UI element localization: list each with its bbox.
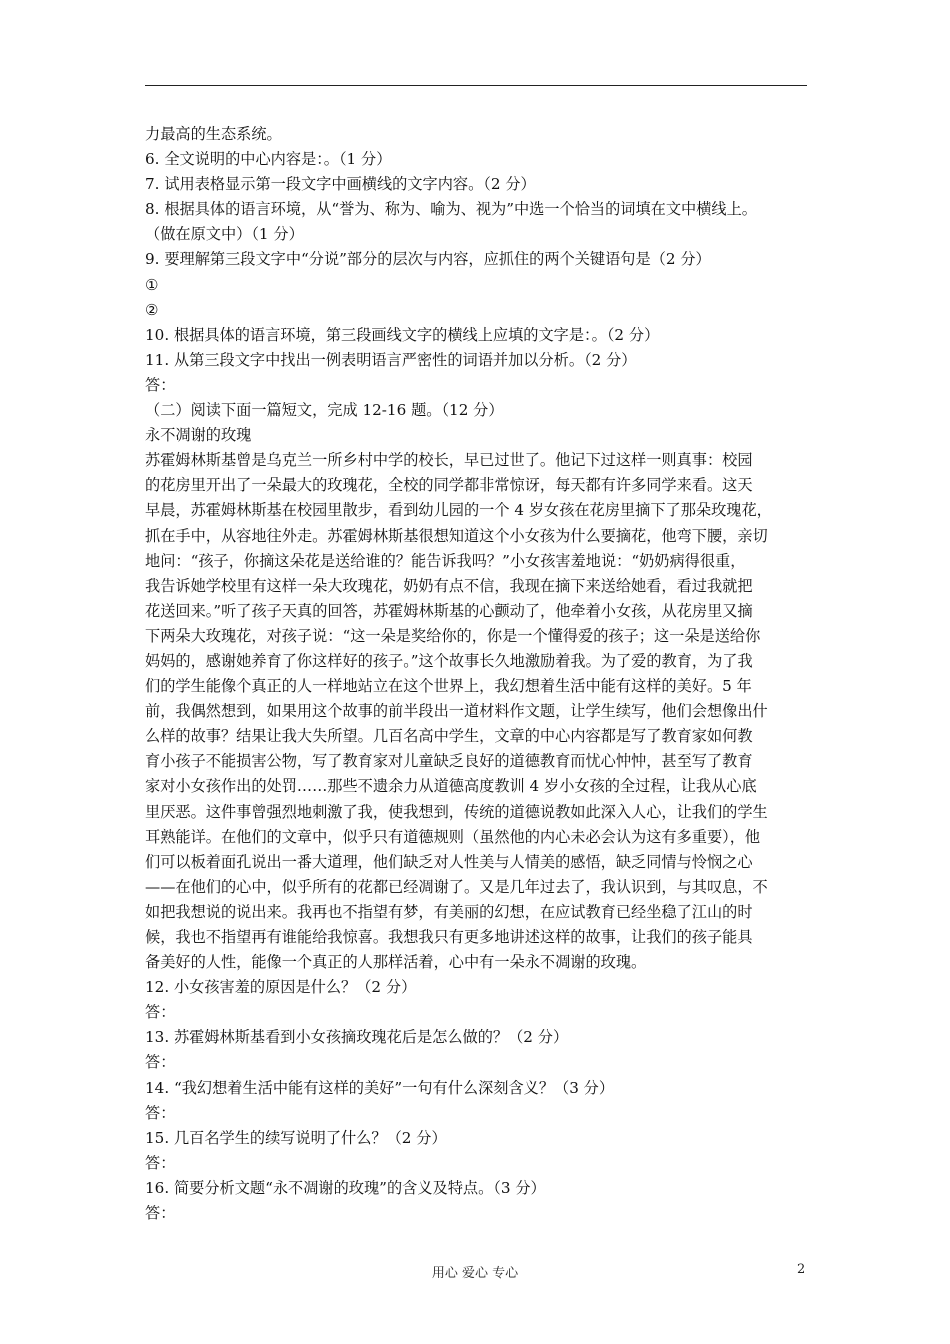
text-line: 力最高的生态系统。 xyxy=(145,125,282,143)
question-14: 14. “我幻想着生活中能有这样的美好”一句有什么深刻含义？（3 分） xyxy=(145,1078,615,1097)
question-7: 7. 试用表格显示第一段文字中画横线的文字内容。（2 分） xyxy=(145,175,536,194)
question-16: 16. 简要分析文题“永不凋谢的玫瑰”的含义及特点。（3 分） xyxy=(145,1178,546,1197)
story-line: 下两朵大玫瑰花，对孩子说：“这一朵是奖给你的，你是一个懂得爱的孩子；这一朵是送给你 xyxy=(145,626,761,645)
answer-label: 答： xyxy=(145,1204,176,1223)
story-line: 里厌恶。这件事曾强烈地刺激了我，使我想到，传统的道德说教如此深入人心，让我们的学生 xyxy=(145,802,768,821)
question-13: 13. 苏霍姆林斯基看到小女孩摘玫瑰花后是怎么做的？（2 分） xyxy=(145,1028,569,1047)
answer-label: 答： xyxy=(145,1003,176,1022)
story-line: 候，我也不指望再有谁能给我惊喜。我想我只有更多地讲述这样的故事，让我们的孩子能具 xyxy=(145,928,753,946)
story-line: 的花房里开出了一朵最大的玫瑰花，全校的同学都非常惊讶，每天都有许多同学来看。这天 xyxy=(145,476,753,495)
story-line: 我告诉她学校里有这样一朵大玫瑰花，奶奶有点不信，我现在摘下来送给她看，看过我就把 xyxy=(145,576,753,595)
story-line: 妈妈的，感谢她养育了你这样好的孩子。”这个故事长久地激励着我。为了爱的教育，为了我 xyxy=(145,651,753,670)
header-rule xyxy=(145,85,807,86)
question-11: 11. 从第三段文字中找出一例表明语言严密性的词语并加以分析。（2 分） xyxy=(145,350,637,369)
section-heading: （二）阅读下面一篇短文，完成 12-16 题。（12 分） xyxy=(145,401,504,420)
story-line: 抓在手中，从容地往外走。苏霍姆林斯基很想知道这个小女孩为什么要摘花，他弯下腰，亲切 xyxy=(145,526,768,545)
story-line: 们的学生能像个真正的人一样地站立在这个世界上，我幻想着生活中能有这样的美好。5 年 xyxy=(145,677,752,696)
story-line: 家对小女孩作出的处罚……那些不遗余力从道德高度教训 4 岁小女孩的全过程，让我从心底 xyxy=(145,777,757,796)
story-paragraph xyxy=(145,448,811,975)
question-10: 10. 根据具体的语言环境，第三段画线文字的横线上应填的文字是：。（2 分） xyxy=(145,325,660,344)
answer-marker-2: ② xyxy=(145,300,159,319)
page-content xyxy=(145,122,811,1226)
answer-label: 答： xyxy=(145,375,176,394)
story-line: 苏霍姆林斯基曾是乌克兰一所乡村中学的校长，早已过世了。他记下过这样一则真事：校园 xyxy=(145,451,753,470)
question-6: 6. 全文说明的中心内容是：。（1 分） xyxy=(145,150,392,169)
story-line: 早晨，苏霍姆林斯基在校园里散步，看到幼儿园的一个 4 岁女孩在花房里摘下了那朵玫瑰花， xyxy=(145,501,772,520)
question-12: 12. 小女孩害羞的原因是什么？（2 分） xyxy=(145,978,417,997)
answer-marker-1: ① xyxy=(145,275,159,294)
footer-motto: 用心 爱心 专心 xyxy=(431,1266,519,1281)
story-line: 备美好的人性，能像一个真正的人那样活着，心中有一朵永不凋谢的玫瑰。 xyxy=(145,953,647,972)
story-line: 前，我偶然想到，如果用这个故事的前半段出一道材料作文题，让学生续写，他们会想像出什 xyxy=(145,702,768,721)
answer-label: 答： xyxy=(145,1103,176,1122)
story-line: 花送回来。”听了孩子天真的回答，苏霍姆林斯基的心颤动了，他牵着小女孩，从花房里又摘 xyxy=(145,601,753,620)
answer-label: 答： xyxy=(145,1053,176,1072)
story-line: 耳熟能详。在他们的文章中，似乎只有道德规则（虽然他的内心未必会认为这有多重要），他 xyxy=(145,827,761,846)
page-number: 2 xyxy=(797,1262,806,1277)
story-line: 们可以板着面孔说出一番大道理，他们缺乏对人性美与人情美的感悟，缺乏同情与怜悯之心 xyxy=(145,852,753,871)
question-9: 9. 要理解第三段文字中“分说”部分的层次与内容，应抓住的两个关键语句是（2 分） xyxy=(145,250,711,269)
story-line: 地问：“孩子，你摘这朵花是送给谁的？能告诉我吗？”小女孩害羞地说：“奶奶病得很重， xyxy=(145,551,746,570)
story-line: 么样的故事？结果让我大失所望。几百名高中学生，文章的中心内容都是写了教育家如何教 xyxy=(145,727,753,746)
question-15: 15. 几百名学生的续写说明了什么？（2 分） xyxy=(145,1128,447,1147)
story-line: 育小孩子不能损害公物，写了教育家对儿童缺乏良好的道德教育而忧心忡忡，甚至写了教育 xyxy=(145,752,753,771)
answer-label: 答： xyxy=(145,1153,176,1172)
story-title: 永不凋谢的玫瑰 xyxy=(145,426,252,445)
question-8: 8. 根据具体的语言环境，从“誉为、称为、喻为、视为”中选一个恰当的词填在文中横线上。 xyxy=(145,200,757,219)
story-line: ——在他们的心中，似乎所有的花都已经凋谢了。又是几年过去了，我认识到，与其叹息，不 xyxy=(145,877,768,896)
question-8-note: （做在原文中）（1 分） xyxy=(145,225,304,244)
story-line: 如把我想说的说出来。我再也不指望有梦，有美丽的幻想，在应试教育已经坐稳了江山的时 xyxy=(145,902,753,921)
